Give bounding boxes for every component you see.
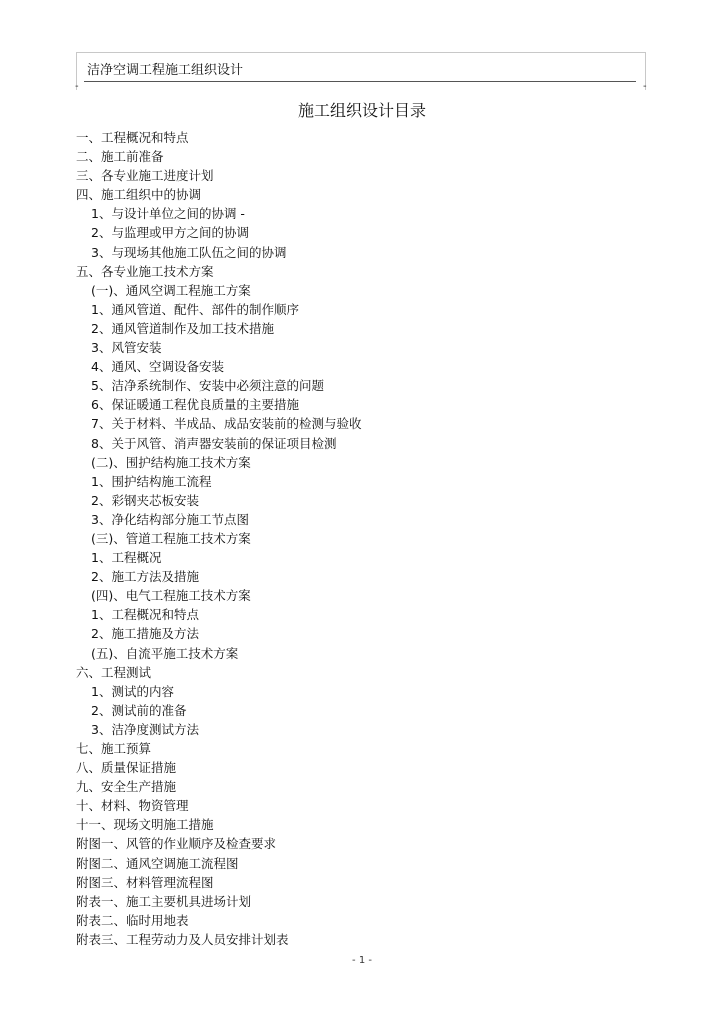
toc-subentry: 3、风管安装 bbox=[91, 340, 162, 356]
page-header bbox=[76, 52, 646, 90]
toc-subentry: 1、围护结构施工流程 bbox=[91, 473, 212, 489]
toc-subentry: (二)、围护结构施工技术方案 bbox=[91, 454, 251, 470]
toc-subentry: 1、工程概况和特点 bbox=[91, 607, 199, 623]
toc-subentry: 1、与设计单位之间的协调 - bbox=[91, 206, 245, 222]
toc-entry: 十、材料、物资管理 bbox=[76, 798, 189, 814]
toc-subentry: 2、与监理或甲方之间的协调 bbox=[91, 225, 249, 241]
toc-subentry: 7、关于材料、半成品、成品安装前的检测与验收 bbox=[91, 416, 362, 432]
toc-entry: 二、施工前准备 bbox=[76, 149, 164, 165]
toc-entry: 九、安全生产措施 bbox=[76, 779, 177, 795]
toc-subentry: 1、工程概况 bbox=[91, 550, 162, 566]
toc-entry: 附表二、临时用地表 bbox=[76, 912, 189, 928]
page-number: - 1 - bbox=[352, 955, 372, 966]
toc-subentry: 2、通风管道制作及加工技术措施 bbox=[91, 320, 274, 336]
toc-subentry: 3、净化结构部分施工节点图 bbox=[91, 511, 249, 527]
toc-entry: 附图一、风管的作业顺序及检查要求 bbox=[76, 836, 277, 852]
toc-entry: 五、各专业施工技术方案 bbox=[76, 263, 214, 279]
toc-subentry: 6、保证暖通工程优良质量的主要措施 bbox=[91, 397, 299, 413]
document-title: 施工组织设计目录 bbox=[297, 101, 426, 120]
toc-entry: 附表三、工程劳动力及人员安排计划表 bbox=[76, 931, 289, 947]
toc-entry: 一、工程概况和特点 bbox=[76, 130, 189, 145]
toc-entry: 六、工程测试 bbox=[76, 664, 152, 680]
toc-subentry: 2、测试前的准备 bbox=[91, 702, 187, 718]
toc-subentry: (一)、通风空调工程施工方案 bbox=[91, 282, 251, 298]
toc-entry: 附表一、施工主要机具进场计划 bbox=[76, 893, 252, 909]
table-of-contents bbox=[76, 128, 676, 949]
toc-subentry: 3、洁净度测试方法 bbox=[91, 721, 199, 737]
header-divider bbox=[84, 81, 636, 82]
toc-entry: 十一、现场文明施工措施 bbox=[76, 817, 214, 833]
toc-entry: 三、各专业施工进度计划 bbox=[76, 168, 214, 184]
toc-entry: 八、质量保证措施 bbox=[76, 760, 177, 776]
header-title: 洁净空调工程施工组织设计 bbox=[87, 63, 244, 78]
header-left-mark: - bbox=[75, 81, 79, 92]
toc-entry: 七、施工预算 bbox=[76, 741, 152, 756]
toc-subentry: 2、施工方法及措施 bbox=[91, 569, 199, 585]
toc-subentry: 8、关于风管、消声器安装前的保证项目检测 bbox=[91, 435, 337, 451]
toc-subentry: 1、测试的内容 bbox=[91, 683, 174, 699]
header-right-mark: - bbox=[643, 81, 647, 92]
toc-subentry: 1、通风管道、配件、部件的制作顺序 bbox=[91, 301, 299, 317]
toc-subentry: 2、施工措施及方法 bbox=[91, 626, 199, 642]
toc-subentry: 5、洁净系统制作、安装中必须注意的问题 bbox=[91, 378, 324, 394]
toc-subentry: (四)、电气工程施工技术方案 bbox=[91, 588, 251, 604]
toc-subentry: (三)、管道工程施工技术方案 bbox=[91, 530, 251, 546]
toc-subentry: (五)、自流平施工技术方案 bbox=[91, 645, 239, 661]
toc-entry: 四、施工组织中的协调 bbox=[76, 187, 202, 203]
toc-entry: 附图二、通风空调施工流程图 bbox=[76, 855, 239, 871]
toc-entry: 附图三、材料管理流程图 bbox=[76, 874, 214, 890]
toc-subentry: 4、通风、空调设备安装 bbox=[91, 359, 224, 375]
toc-subentry: 3、与现场其他施工队伍之间的协调 bbox=[91, 244, 287, 260]
toc-subentry: 2、彩钢夹芯板安装 bbox=[91, 492, 199, 508]
